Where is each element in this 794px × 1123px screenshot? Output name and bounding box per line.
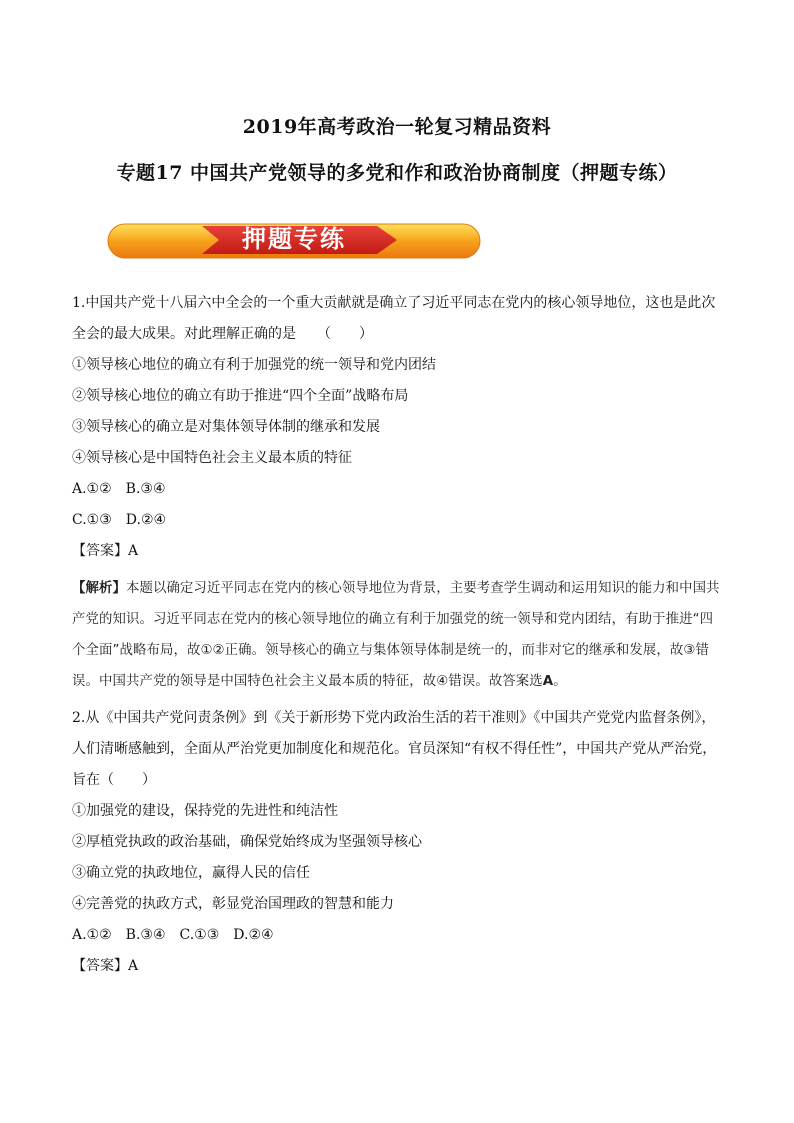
q1-option-3: ③领导核心的确立是对集体领导体制的继承和发展: [72, 419, 380, 435]
question-content: [72, 288, 724, 982]
q2-option-4: ④完善党的执政方式，彰显党治国理政的智慧和能力: [72, 896, 394, 912]
q2-choices: A.①② B.③④ C.①③ D.②④: [72, 927, 274, 943]
document-title: 2019年高考政治一轮复习精品资料: [242, 116, 552, 138]
q1-stem-line2: 全会的最大成果。对此理解正确的是 （ ）: [72, 326, 373, 342]
document-subtitle: 专题17 中国共产党领导的多党和作和政治协商制度（押题专练）: [116, 162, 678, 184]
q2-stem: 2.从《中国共产党问责条例》到《关于新形势下党内政治生活的若干准则》《中国共产党党内监督条例》，人们清晰感触到，全面从严治党更加制度化和规范化。官员深知“有权不得任性”，中国共产党从严治党，旨在（ ）: [72, 710, 717, 788]
q2-option-1: ①加强党的建设，保持党的先进性和纯洁性: [72, 803, 338, 819]
analysis-tag: 【解析】: [72, 581, 126, 596]
section-banner: [107, 219, 481, 261]
q1-option-4: ④领导核心是中国特色社会主义最本质的特征: [72, 450, 352, 466]
analysis-end: 。: [553, 674, 567, 689]
q2-option-3: ③确立党的执政地位，赢得人民的信任: [72, 865, 310, 881]
q1-stem-line1: 1.中国共产党十八届六中全会的一个重大贡献就是确立了习近平同志在党内的核心领导地位，这也是此次: [72, 295, 716, 311]
banner-label: 押题专练: [242, 225, 346, 253]
q1-analysis: [72, 573, 724, 697]
q2-option-2: ②厚植党执政的政治基础，确保党始终成为坚强领导核心: [72, 834, 422, 850]
q2-answer: 【答案】A: [72, 958, 139, 974]
q1-answer: 【答案】A: [72, 543, 139, 559]
q1-option-1: ①领导核心地位的确立有利于加强党的统一领导和党内团结: [72, 357, 436, 373]
q1-choices-ab: A.①② B.③④: [72, 481, 166, 497]
q1-choices-cd: C.①③ D.②④: [72, 512, 167, 528]
q1-option-2: ②领导核心地位的确立有助于推进“四个全面”战略布局: [72, 388, 409, 404]
analysis-answer: A: [542, 674, 554, 689]
analysis-body: 本题以确定习近平同志在党内的核心领导地位为背景，主要考查学生调动和运用知识的能力和中国共产党的知识。习近平同志在党内的核心领导地位的确立有利于加强党的统一领导和党内团结，有助于推进“四个全面”战略布局，故①②正确。领导核心的确立与集体领导体制是统一的，而非对它的继承和发展，故③错误。中国共产党的领导是中国特色社会主义最本质的特征，故④错误。故答案选: [72, 581, 720, 689]
